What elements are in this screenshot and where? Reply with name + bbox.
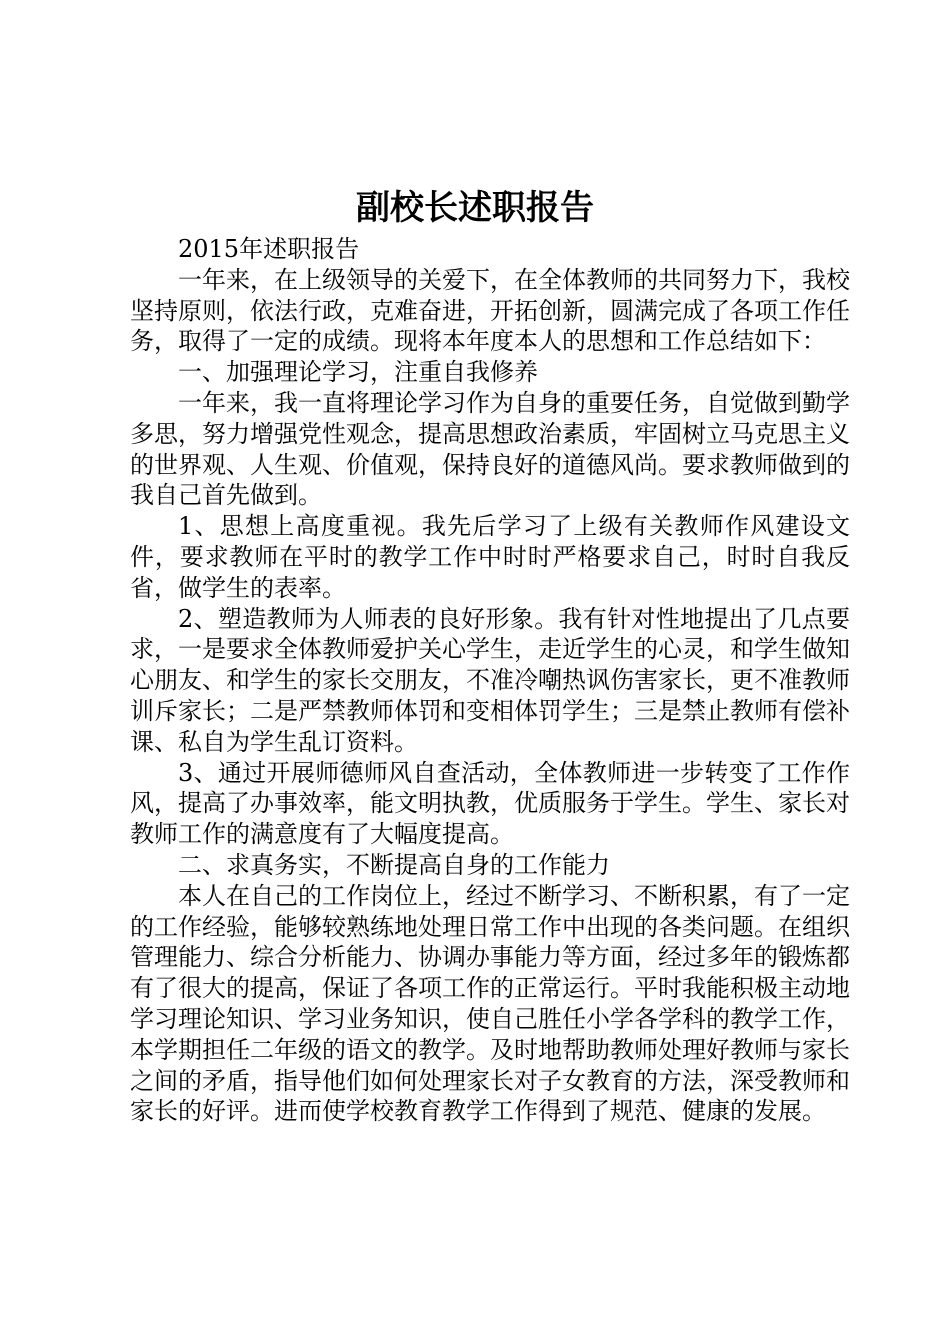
section-heading-1: 一、加强理论学习，注重自我修养 — [178, 358, 538, 387]
section-2-paragraph: 本人在自己的工作岗位上，经过不断学习、不断积累，有了一定的工作经验，能够较熟练地处理日常工作中出现的各类问题。在组织管理能力、综合分析能力、协调办事能力等方面，经过多年的锻炼都有了很大的提高，保证了各项工作的正常运行。平时我能积极主动地学习理论知识、学习业务知识，使自己胜任小学各学科的教学工作，本学期担任二年级的语文的教学。及时地帮助教师处理好教师与家长之间的矛盾，指导他们如何处理家长对子女教育的方法，深受教师和家长的好评。进而使学校教育教学工作得到了规范、健康的发展。 — [130, 881, 850, 1126]
document-body — [130, 234, 850, 1127]
list-item-3: 3、通过开展师德师风自查活动，全体教师进一步转变了工作作风，提高了办事效率，能文明执教，优质服务于学生。学生、家长对教师工作的满意度有了大幅度提高。 — [130, 758, 850, 849]
list-item-2: 2、塑造教师为人师表的良好形象。我有针对性地提出了几点要求，一是要求全体教师爱护关心学生，走近学生的心灵，和学生做知心朋友、和学生的家长交朋友，不准冷嘲热讽伤害家长，更不准教师训斥家长；二是严禁教师体罚和变相体罚学生；三是禁止教师有偿补课、私自为学生乱订资料。 — [130, 604, 850, 756]
list-item-1: 1、思想上高度重视。我先后学习了上级有关教师作风建设文件，要求教师在平时的教学工作中时时严格要求自己，时时自我反省，做学生的表率。 — [130, 512, 850, 602]
section-heading-2: 二、求真务实，不断提高自身的工作能力 — [178, 850, 610, 879]
section-1-paragraph: 一年来，我一直将理论学习作为自身的重要任务，自觉做到勤学多思，努力增强党性观念，提高思想政治素质，牢固树立马克思主义的世界观、人生观、价值观，保持良好的道德风尚。要求教师做到的我自己首先做到。 — [130, 388, 850, 510]
document-title: 副校长述职报告 — [356, 188, 594, 228]
report-subtitle: 2015年述职报告 — [178, 235, 360, 263]
intro-paragraph: 一年来，在上级领导的关爱下，在全体教师的共同努力下，我校坚持原则，依法行政，克难奋进，开拓创新，圆满完成了各项工作任务，取得了一定的成绩。现将本年度本人的思想和工作总结如下： — [130, 265, 850, 356]
